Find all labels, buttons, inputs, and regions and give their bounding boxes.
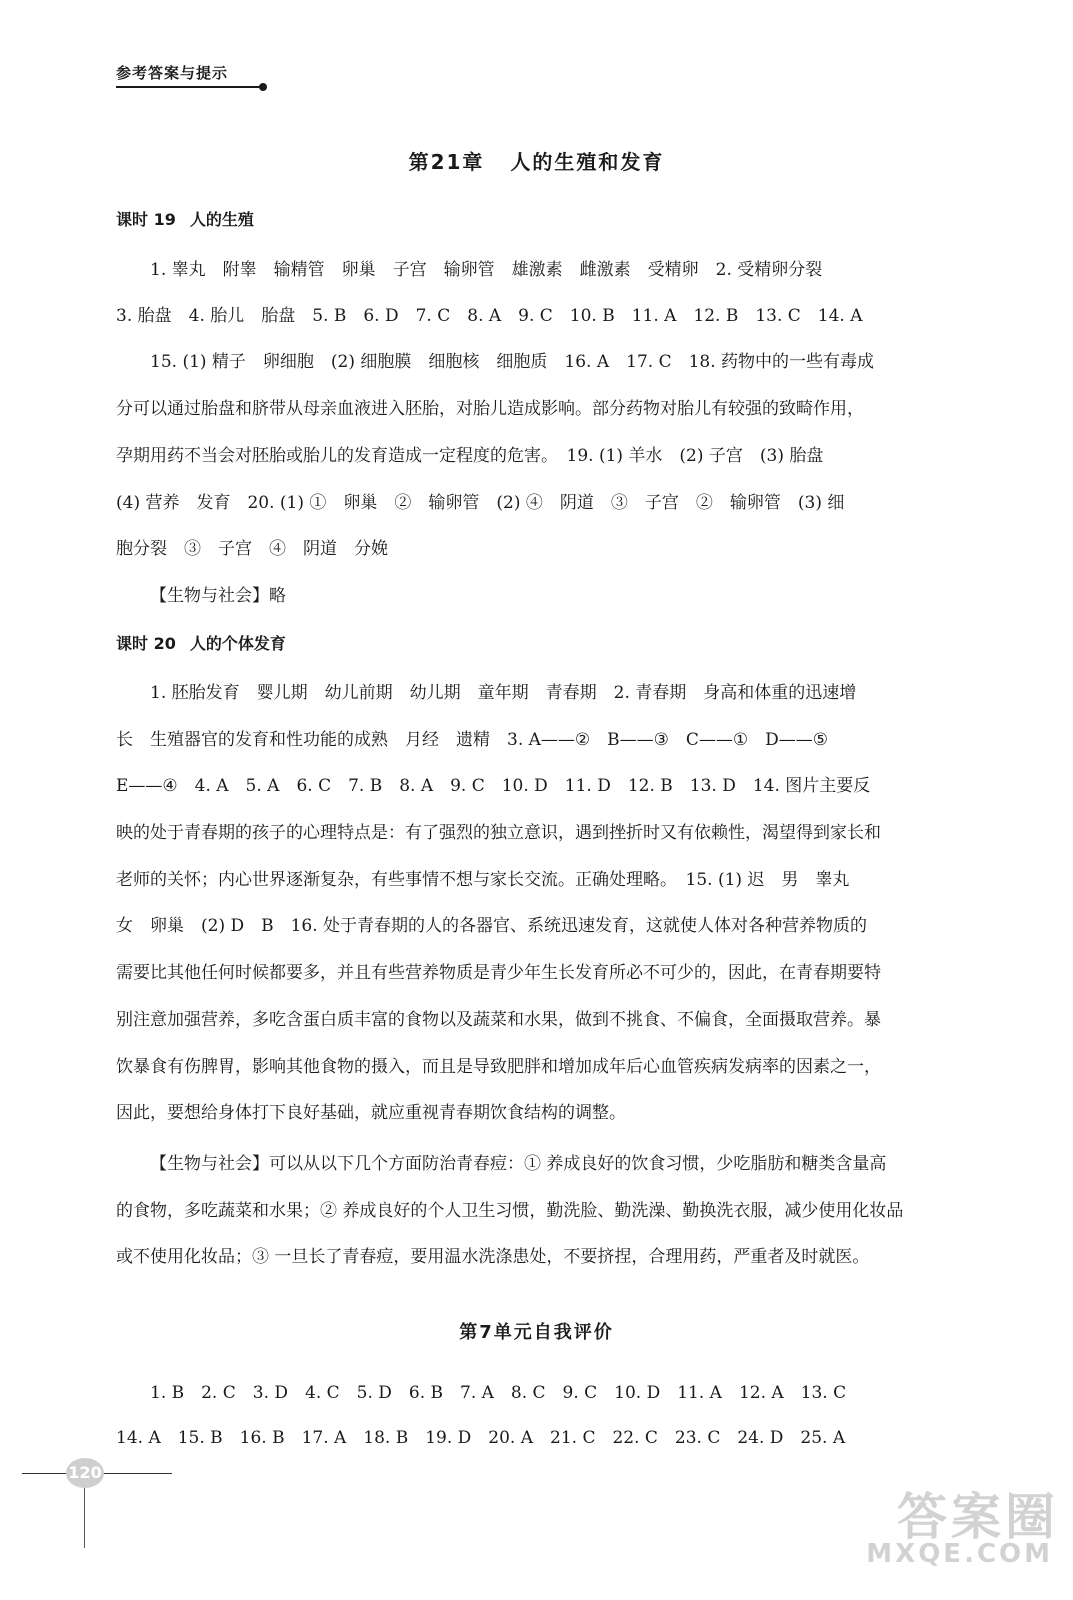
watermark-logo: 答案圈: [897, 1488, 1059, 1546]
running-header-title: 参考答案与提示: [116, 64, 229, 82]
lesson-19-name: 人的生殖: [189, 210, 254, 229]
lesson-20-society-line: 或不使用化妆品；③ 一旦长了青春痘，要用温水洗涤患处，不要挤捏，合理用药，严重者及时就医。: [116, 1247, 870, 1267]
unit-7-answers: 1. B 2. C 3. D 4. C 5. D 6. B 7. A 8. C 9. C 10. D 11. A 12. A 13. C: [150, 1383, 847, 1403]
watermark-url: MXQE.COM: [866, 1539, 1053, 1569]
page-number: 120: [66, 1458, 104, 1488]
chapter-number: 第21章: [408, 150, 485, 174]
lesson-20-society-line: 【生物与社会】可以从以下几个方面防治青春痘：① 养成良好的饮食习惯，少吃脂肪和糖类含量高: [150, 1154, 887, 1174]
lesson-19-number: 课时 19: [116, 210, 176, 229]
lesson-19-society: 【生物与社会】略: [150, 586, 286, 606]
lesson-20-heading: [116, 631, 286, 654]
lesson-20-line: 长 生殖器官的发育和性功能的成熟 月经 遗精 3. A——② B——③ C——① D——⑤: [116, 730, 828, 750]
watermark: [809, 1477, 1059, 1572]
lesson-19-line: 1. 睾丸 附睾 输精管 卵巢 子宫 输卵管 雄激素 雌激素 受精卵 2. 受精卵分裂: [150, 260, 823, 280]
chapter-title: [0, 146, 1073, 175]
lesson-20-line: 因此，要想给身体打下良好基础，就应重视青春期饮食结构的调整。: [116, 1103, 626, 1123]
lesson-19-line: 孕期用药不当会对胚胎或胎儿的发育造成一定程度的危害。 19. (1) 羊水 (2) 子宫 (3) 胎盘: [116, 446, 824, 466]
footer-stem: [84, 1488, 85, 1548]
lesson-20-society-line: 的食物，多吃蔬菜和水果；② 养成良好的个人卫生习惯，勤洗脸、勤洗澡、勤换洗衣服，减少使用化妆品: [116, 1201, 904, 1221]
lesson-19-line: 分可以通过胎盘和脐带从母亲血液进入胚胎，对胎儿造成影响。部分药物对胎儿有较强的致畸作用，: [116, 399, 864, 419]
lesson-20-line: 需要比其他任何时候都要多，并且有些营养物质是青少年生长发育所必不可少的，因此，在青春期要特: [116, 963, 881, 983]
lesson-20-line: 别注意加强营养，多吃含蛋白质丰富的食物以及蔬菜和水果，做到不挑食、不偏食，全面摄取营养。暴: [116, 1010, 881, 1030]
lesson-19-line: 15. (1) 精子 卵细胞 (2) 细胞膜 细胞核 细胞质 16. A 17. C 18. 药物中的一些有毒成: [150, 352, 875, 372]
lesson-20-line: 老师的关怀；内心世界逐渐复杂，有些事情不想与家长交流。正确处理略。 15. (1) 迟 男 睾丸: [116, 870, 850, 890]
header-rule: [116, 86, 264, 88]
lesson-19-line: 3. 胎盘 4. 胎儿 胎盘 5. B 6. D 7. C 8. A 9. C 10. B 11. A 12. B 13. C 14. A: [116, 306, 863, 326]
chapter-name: 人的生殖和发育: [510, 150, 665, 174]
lesson-20-line: E——④ 4. A 5. A 6. C 7. B 8. A 9. C 10. D 11. D 12. B 13. D 14. 图片主要反: [116, 776, 871, 796]
unit-7-title: 第7单元自我评价: [459, 1322, 614, 1343]
lesson-19-heading: [116, 207, 254, 230]
running-header: [116, 62, 228, 83]
lesson-20-line: 1. 胚胎发育 婴儿期 幼儿前期 幼儿期 童年期 青春期 2. 青春期 身高和体重的迅速增: [150, 683, 857, 703]
header-dot-icon: [259, 83, 267, 91]
lesson-20-number: 课时 20: [116, 634, 176, 653]
lesson-20-name: 人的个体发育: [189, 634, 286, 653]
lesson-19-line: 胞分裂 ③ 子宫 ④ 阴道 分娩: [116, 539, 388, 559]
unit-7-answers: 14. A 15. B 16. B 17. A 18. B 19. D 20. A 21. C 22. C 23. C 24. D 25. A: [116, 1428, 846, 1448]
lesson-19-line: (4) 营养 发育 20. (1) ① 卵巢 ② 输卵管 (2) ④ 阴道 ③ 子宫 ② 输卵管 (3) 细: [116, 493, 845, 513]
lesson-20-line: 饮暴食有伤脾胃，影响其他食物的摄入，而且是导致肥胖和增加成年后心血管疾病发病率的因素之一，: [116, 1057, 881, 1077]
lesson-20-line: 映的处于青春期的孩子的心理特点是：有了强烈的独立意识，遇到挫折时又有依赖性，渴望得到家长和: [116, 823, 881, 843]
lesson-20-line: 女 卵巢 (2) D B 16. 处于青春期的人的各器官、系统迅速发育，这就使人体对各种营养物质的: [116, 916, 868, 936]
